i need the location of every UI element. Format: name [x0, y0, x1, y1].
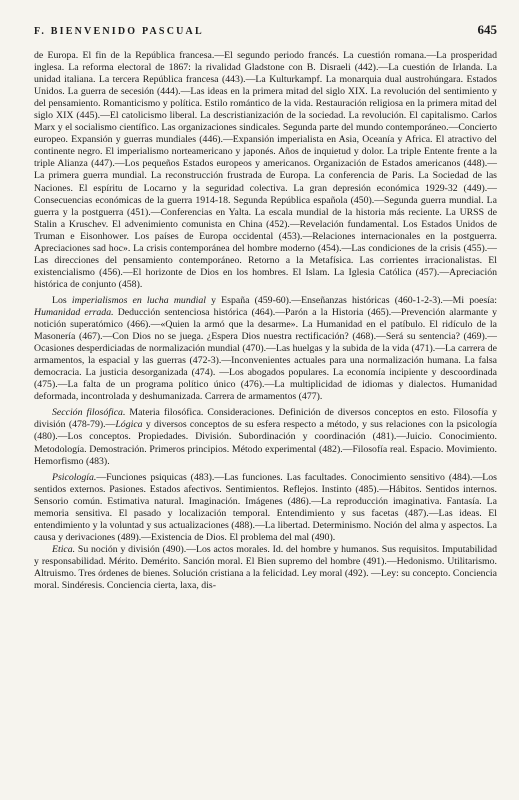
paragraph-text: Deducción sentenciosa histórica (464).—Parón a la Historia (465).—Prevención alarmante y notición superatómico (466).—«Quien la armó que la desarme». La Humanidad en el patíbulo. El ridículo de la Masonería (467).—Con Dios no se juega. ¿Espera Dios nuestra rectificación? (468).—Será su sentencia? (469).—Ocasiones desperdiciadas de normalización mundial (470).—Las huelgas y la subida de la vida (471).—La carrera de armamentos, la espacial y las guerras (472-3).—Inconvenientes actuales para una normalización humana. La falsa democracia. La justicia desorganizada (474). —Los abogados populares. La economía incipiente y descoordinada (475).—La falta de un programa político único (476).—La multiplicidad de idiomas y dialectos. Humanidad deformada, incontrolada y deshumanizada. Carrera de armamentos (477).: [34, 306, 497, 403]
paragraph-text: Los: [52, 294, 72, 306]
paragraph: [34, 50, 497, 291]
italic-text: Etica.: [52, 543, 76, 555]
page-number: 645: [477, 22, 497, 37]
paragraph-text: y diversos conceptos de su esfera respecto a método, y sus relaciones con la psicología (480).—Los conceptos. Propiedades. División. Subordinación y coordinación (481).—Juicio. Conocimiento. Metodología. Demostración. Primeros principios. Método experimental (482).—Filosofía real. Espacio. Movimiento. Hemorfismo (483).: [34, 419, 497, 467]
paragraph-text: Materia filosófica. Consideraciones. Definición de diversos conceptos en esto. Filosofía y división (478-79).—: [34, 407, 497, 431]
paragraph-text: Su noción y división (490).—Los actos morales. Id. del hombre y humanos. Sus requisitos. Imputabilidad y responsabilidad. Mérito. Demérito. Sanción moral. El Bien supremo del hombre (491).—Hedonismo. Utilitarismo. Altruismo. Tres órdenes de bienes. Solución cristiana a la felicidad. Ley moral (492). —Ley: su concepto. Conciencia moral. Sindéresis. Conciencia cierta, laxa, dis-: [34, 543, 497, 592]
paragraph: [34, 544, 497, 592]
italic-text: Sección filosófica.: [52, 407, 126, 419]
body-text: [34, 50, 497, 792]
paragraph: [34, 295, 497, 403]
paragraph-text: y España (459-60).—Enseñanzas históricas (460-1-2-3).—Mi poesía:: [205, 294, 497, 306]
paragraph: [34, 407, 497, 467]
running-head: F. BIENVENIDO PASCUAL: [34, 26, 204, 37]
paragraph-text: —Funciones psiquicas (483).—Las funciones. Las facultades. Conocimiento sensitivo (484).—Los sentidos externos. Pasiones. Estados afectivos. Sentimientos. Reflejos. Instinto (485).—Hábitos. Sentidos internos. Sensorio común. Estimativa natural. Imaginación. Imágenes (486).—La reproducción imaginativa. Fantasía. La memoria sensitiva. El pasado y localización temporal. Entendimiento y sus facetas (487).—Las ideas. El entendimiento y la voluntad y sus actualizaciones (488).—La libertad. Determinismo. Noción del alma y aspectos. La causa y derivaciones (489).—Existencia de Dios. El problema del mal (490).: [34, 471, 497, 543]
paragraph-text: de Europa. El fin de la República francesa.—El segundo periodo francés. La cuestión romana.—La prosperidad inglesa. La reforma electoral de 1867: la rivalidad Gladstone con B. Disraeli (442).—La cuestión de Irlanda. La unidad italiana. La tercera República francesa (443).—La Kulturkampf. La monarquia dual austrohúngara. Estados Unidos. La guerra de secesión (444).—Las ideas en la primera mitad del siglo XIX. La revolución del sentimiento y del pensamiento. Romanticismo y política. Estilo romántico de la vida. Restauración religiosa en la primera mitad del siglo XIX (445).—El catolicismo liberal. La descristianización de la sociedad. La revolución. El capitalismo. Carlos Marx y el socialismo científico. Las organizaciones sindicales. Segunda parte del mundo contemporáneo.—Concierto europeo. Expansión y guerras mundiales (446).—Expansión imperialista en Asia, Oceanía y Africa. El atractivo del continente negro. El imperialismo norteamericano y japonés. Años de inquietud y dolor. La triple Entente frente a la triple Alianza (447).—Los pequeños Estados europeos y americanos. Organización de Estados americanos (448).—La primera guerra mundial. La reconstrucción frustrada de Europa. La conferencia de Paris. La Sociedad de las Naciones. El espíritu de Locarno y la seguridad colectiva. La gran depresión económica 1929-32 (449).—Consecuencias económicas de la guerra 1914-18. Segunda República española (450).—Segunda guerra mundial. La guerra y la postguerra (451).—Conferencias en Yalta. La escala mundial de la historia más reciente. La URSS de Stalin a Kruschev. El advenimiento comunista en China (452).—Revelación fundamental. Los Estados Unidos de Truman e Eisonhower. Los países de Europa occidental (453).—Relaciones internacionales en la postguerra. Apreciaciones sad hoc». La crisis contemporánea del hombre moderno (454).—Las condiciones de la crisis (455).—Las direcciones del pensamiento contemporáneo. Retorno a la Metafísica. Las corrientes irracionalistas. El existencialismo (456).—El horizonte de Dios en los hombres. El Islam. La Iglesia Católica (457).—Apreciación histórica de conjunto (458).: [34, 50, 497, 290]
italic-text: imperialismos en lucha mundial: [71, 294, 206, 306]
italic-text: Humanidad errada.: [34, 306, 114, 318]
italic-text: Lógica: [115, 419, 143, 431]
page-header: [34, 20, 497, 40]
paragraph: [34, 472, 497, 544]
italic-text: Psicología.: [52, 471, 97, 483]
